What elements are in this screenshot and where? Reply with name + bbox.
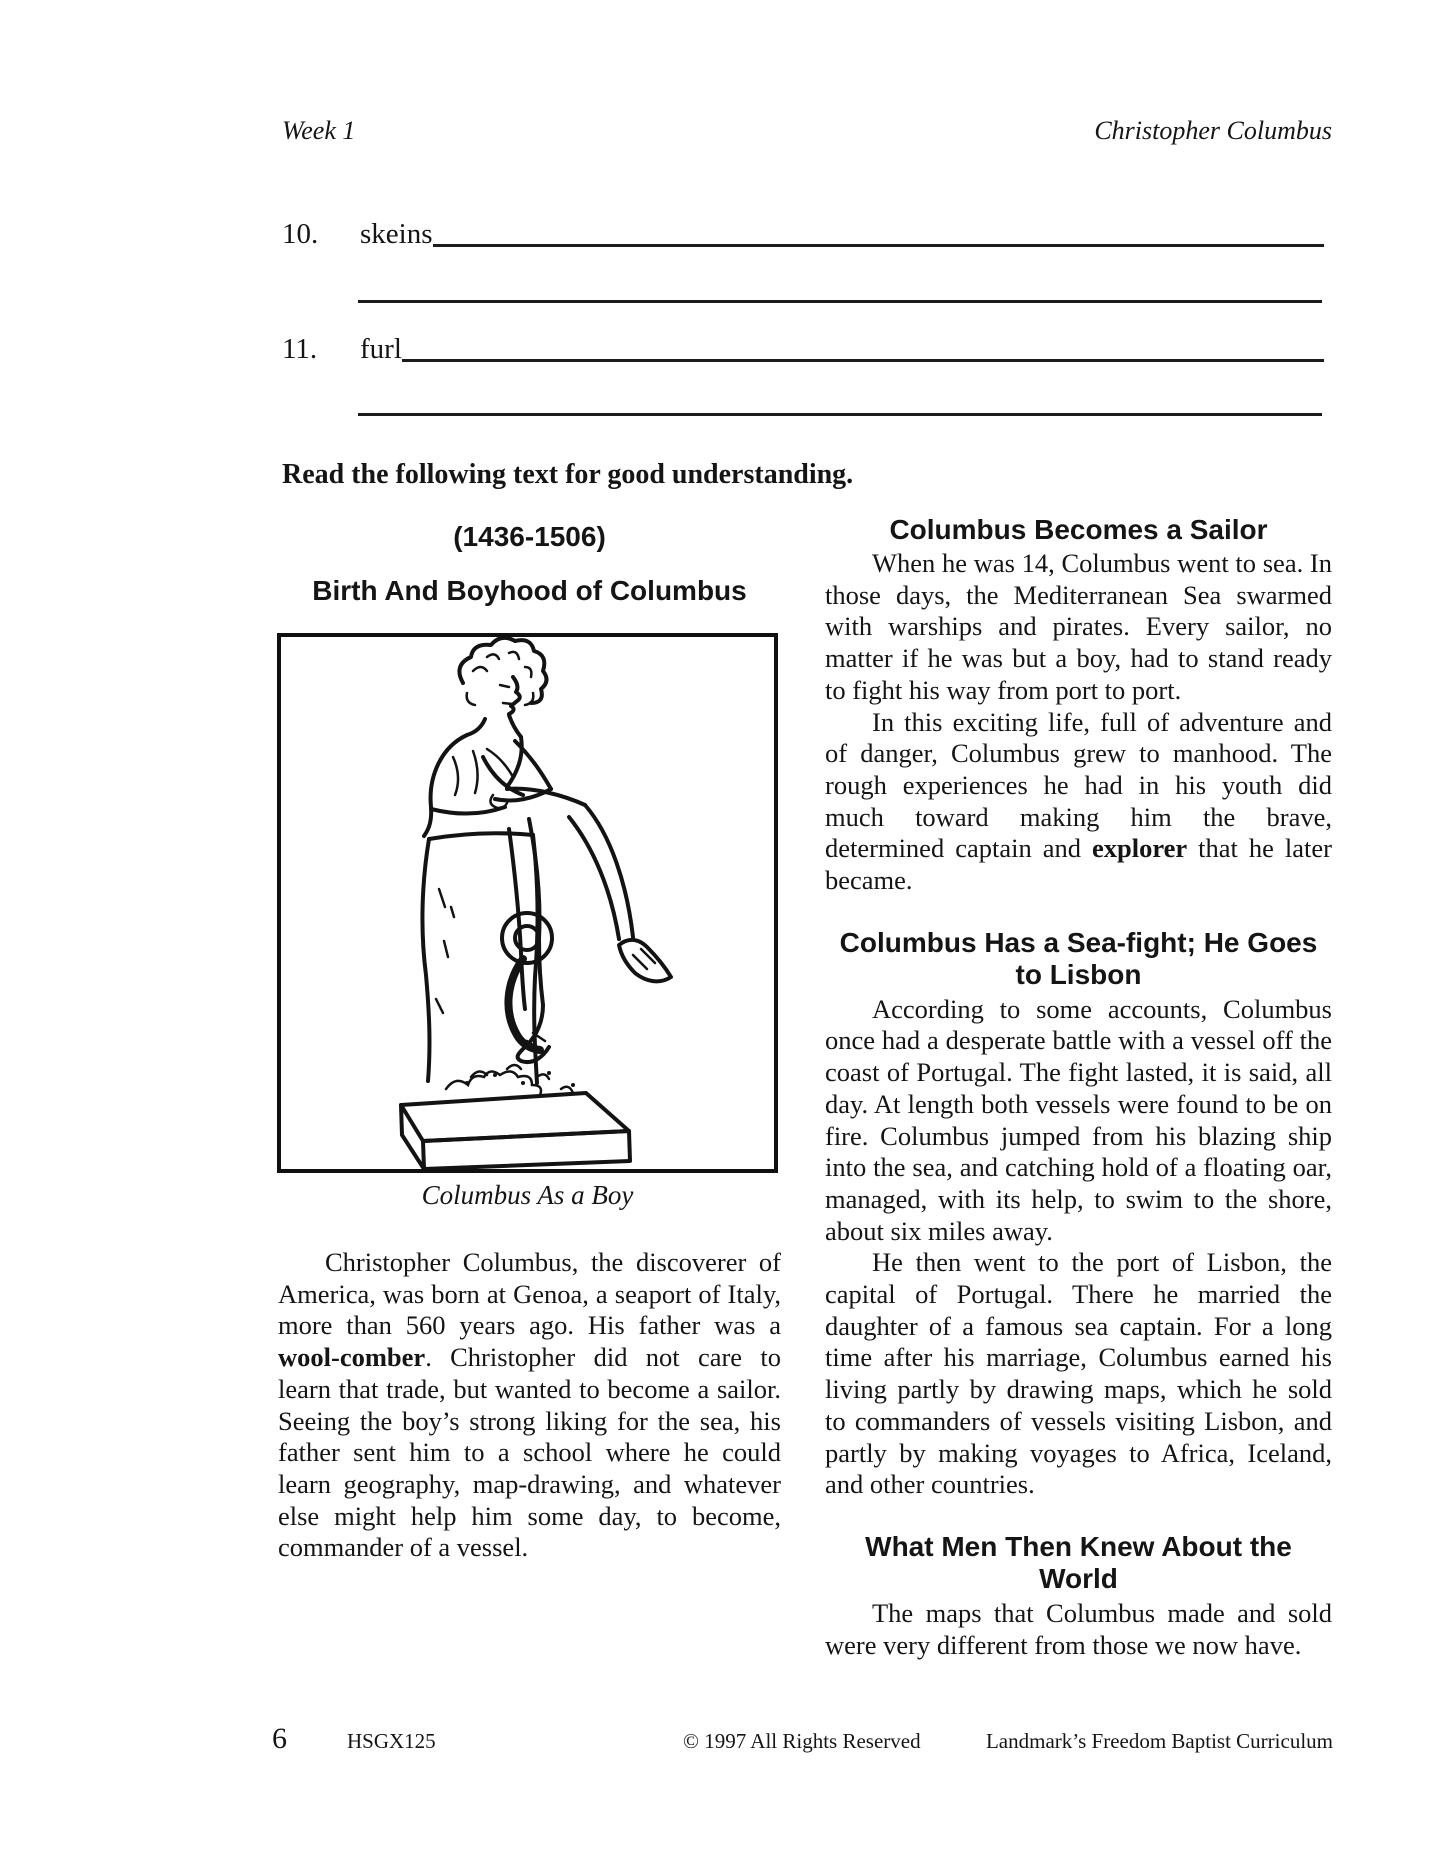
dates-heading: (1436-1506) (453, 521, 606, 552)
header-week-label: Week 1 (282, 116, 356, 145)
vocab-item-number: 11. (282, 333, 318, 365)
vocab-item-number: 10. (282, 218, 319, 250)
columbus-as-boy-illustration (281, 637, 774, 1169)
answer-line (433, 218, 1325, 247)
curriculum-code: HSGX125 (347, 1729, 436, 1753)
page-number: 6 (272, 1722, 287, 1755)
instruction-text: Read the following text for good understanding. (282, 459, 854, 490)
illustration-caption: Columbus As a Boy (421, 1180, 634, 1210)
answer-line (358, 413, 1322, 416)
illustration-frame (277, 633, 778, 1173)
vocab-item-term: skeins (360, 218, 433, 250)
copyright-notice: © 1997 All Rights Reserved (683, 1729, 921, 1753)
paragraph: When he was 14, Columbus went to sea. In those days, the Mediterranean Sea swarmed with warships and pirates. Every sailor, no matter if he was but a boy, had to stand ready to fight his way from port to port. (825, 548, 1332, 705)
section-heading-what-men-knew: What Men Then Knew About the World (865, 1530, 1292, 1594)
paragraph: According to some accounts, Columbus once had a desperate battle with a vessel off the coast of Portugal. The fight lasted, it is said, all day. At length both vessels were found to be on fire. Columbus jumped from his blazing ship into the sea, and catching hold of a floating oar, managed, with its help, to swim to the shore, about six miles away. (825, 993, 1332, 1246)
paragraph: He then went to the port of Lisbon, the capital of Portugal. There he married the daughter of a famous sea captain. For a long time after his marriage, Columbus earned his living partly by drawing maps, which he sold to commanders of vessels visiting Lisbon, and partly by making voyages to Africa, Iceland, and other countries. (825, 1247, 1332, 1500)
section-heading-sea-fight: Columbus Has a Sea-fight; He Goes to Lisbon (839, 926, 1318, 990)
paragraph: In this exciting life, full of adventure and of danger, Columbus grew to manhood. The rough experiences he had in his youth did much toward making him the brave, determined captain and explorer that he later became. (825, 706, 1332, 896)
vocab-item-10 (282, 218, 1324, 251)
answer-line (402, 333, 1324, 362)
answer-line (358, 300, 1322, 303)
publisher-name: Landmark’s Freedom Baptist Curriculum (985, 1729, 1333, 1753)
vocab-item-term: furl (360, 333, 402, 365)
section-title-birth-boyhood: Birth And Boyhood of Columbus (312, 575, 747, 606)
right-column (825, 514, 1332, 1661)
birth-boyhood-paragraph: Christopher Columbus, the discoverer of America, was born at Genoa, a seaport of Italy, more than 560 years ago. His father was a wool-comber. Christopher did not care to learn that trade, but wanted to become a sailor. Seeing the boy’s strong liking for the sea, his father sent him to a school where he could learn geography, map-drawing, and whatever else might help him some day, to become, commander of a vessel. (278, 1247, 781, 1563)
vocab-item-11 (282, 333, 1324, 366)
paragraph: The maps that Columbus made and sold were very different from those we now have. (825, 1597, 1332, 1660)
section-heading-becomes-sailor: Columbus Becomes a Sailor (889, 514, 1268, 545)
header-topic-label: Christopher Columbus (1094, 116, 1332, 145)
